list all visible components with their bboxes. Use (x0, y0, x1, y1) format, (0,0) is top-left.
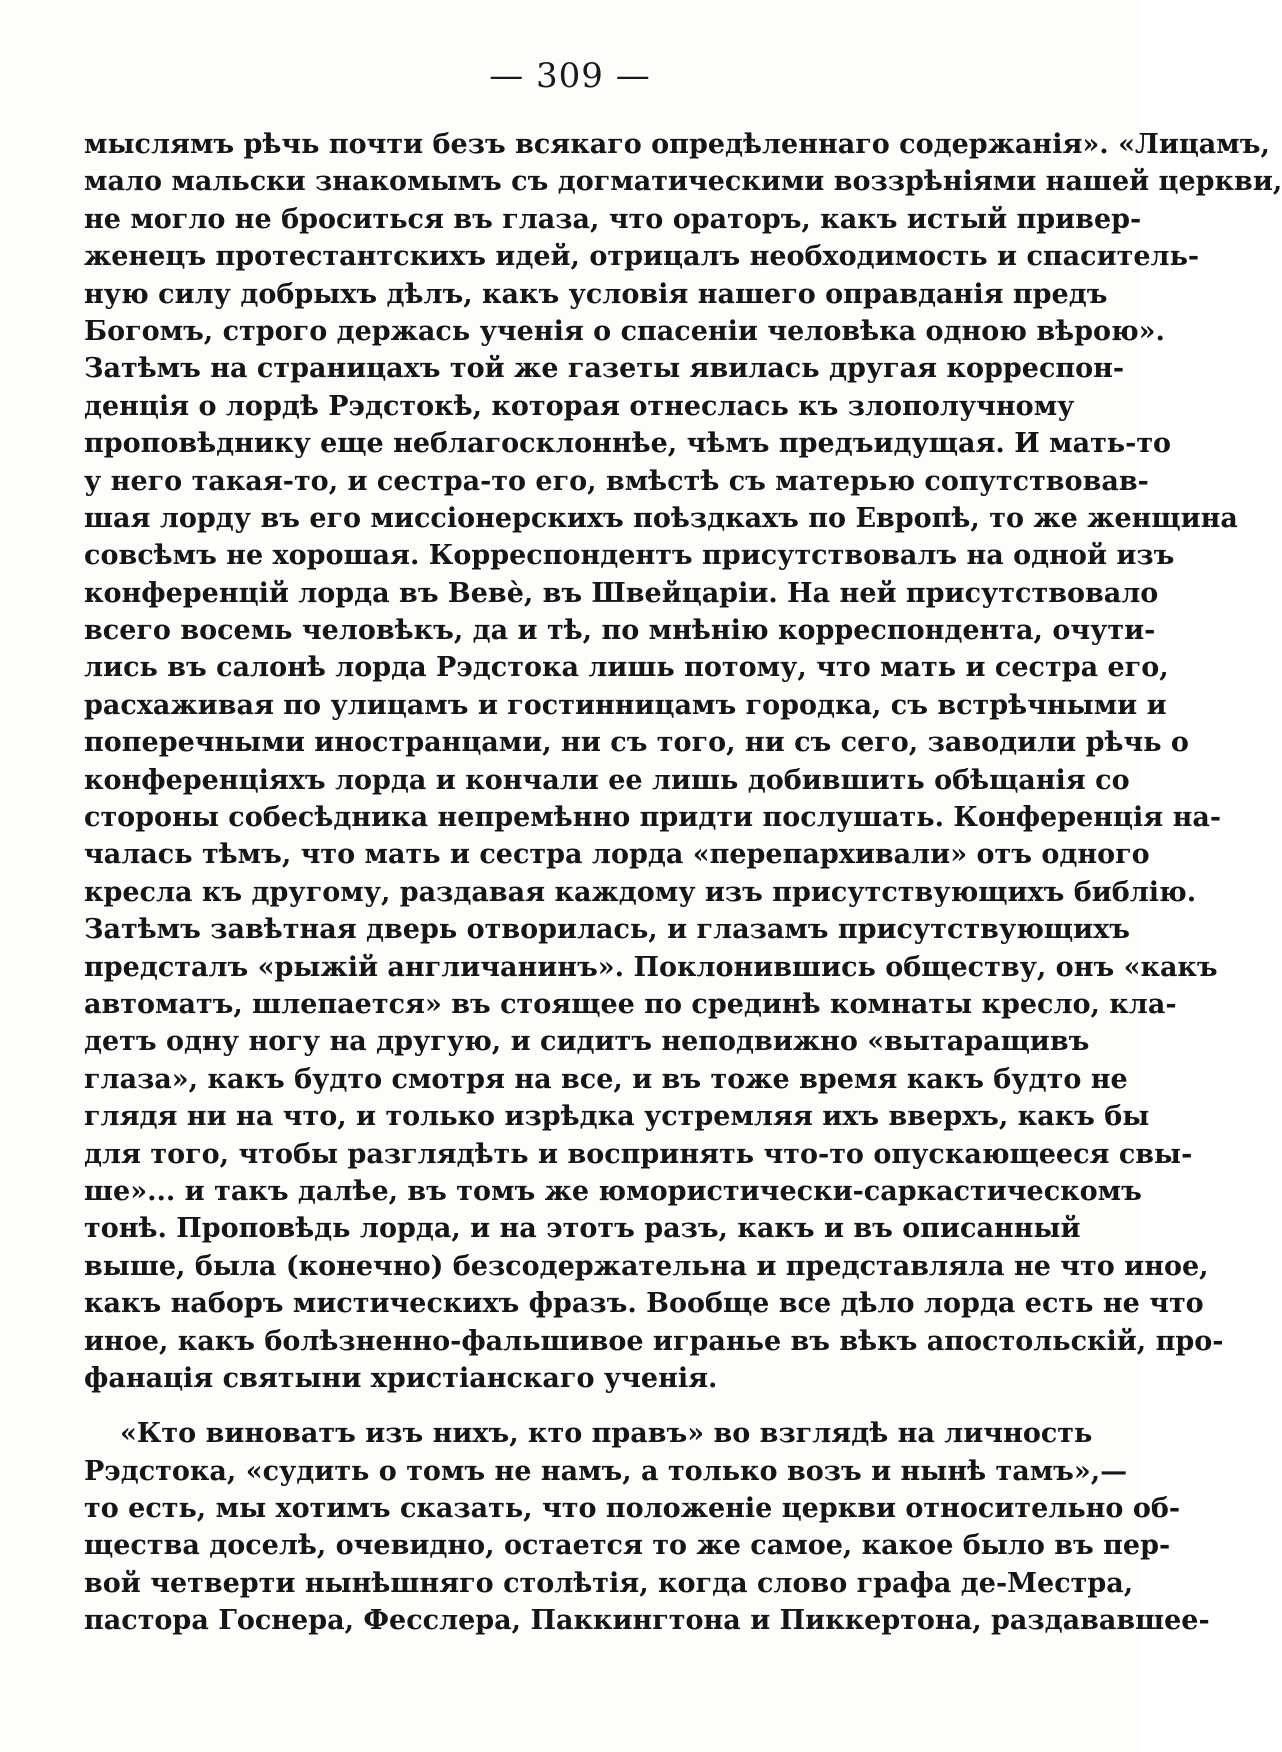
text-line: конференцій лорда въ Вевѐ, въ Швейцаріи. На ней присутствовало (84, 577, 1159, 609)
text-line: глаза», какъ будто смотря на все, и въ тоже время какъ будто не (84, 1063, 1128, 1095)
paragraph-gap (84, 1397, 1016, 1415)
page-number: — 309 — (489, 56, 651, 96)
text-line: иное, какъ болѣзненно-фальшивое игранье въ вѣкъ апостольскій, про- (84, 1325, 1224, 1357)
text-line: конференціяхъ лорда и кончали ее лишь добившить обѣщанія со (84, 764, 1130, 796)
text-line: женецъ протестантскихъ идей, отрицалъ необходимость и спаситель- (84, 241, 1200, 273)
paragraph-2 (84, 1415, 1210, 1639)
text-line: у него такая-то, и сестра-то его, вмѣстѣ съ матерью сопутствовав- (84, 465, 1149, 497)
text-line: расхаживая по улицамъ и гостинницамъ городка, съ встрѣчными и (84, 689, 1167, 721)
text-line: Затѣмъ на страницахъ той же газеты явилась другая корреспон- (84, 353, 1125, 385)
text-line: чалась тѣмъ, что мать и сестра лорда «перепархивали» отъ одного (84, 839, 1150, 871)
text-line: предсталъ «рыжій англичанинъ». Поклонившись обществу, онъ «какъ (84, 951, 1218, 983)
text-line: пастора Госнера, Фесслера, Паккингтона и Пиккертона, раздававшее- (84, 1605, 1210, 1637)
text-line: детъ одну ногу на другую, и сидитъ неподвижно «вытаращивъ (84, 1026, 1090, 1058)
paragraph-1 (84, 126, 1282, 1397)
text-line: автоматъ, шлепается» въ стоящее по срединѣ комнаты кресло, кла- (84, 988, 1177, 1020)
text-line: вой четверти нынѣшняго столѣтія, когда слово графа де-Местра, (84, 1567, 1134, 1599)
text-line: Богомъ, строго держась ученія о спасеніи человѣка одною вѣрою». (84, 315, 1165, 347)
text-line: шая лорду въ его миссіонерскихъ поѣздкахъ по Европѣ, то же женщина (84, 502, 1238, 534)
text-line: Рэдстока, «судить о томъ не намъ, а только возъ и нынѣ тамъ»,— (84, 1455, 1128, 1487)
text-line: стороны собесѣдника непремѣнно придти послушать. Конференція на- (84, 802, 1222, 834)
text-line: тонѣ. Проповѣдь лорда, и на этотъ разъ, какъ и въ описанный (84, 1213, 1081, 1245)
text-line: выше, была (конечно) безсодержательна и представляла не что иное, (84, 1250, 1209, 1282)
text-line: мыслямъ рѣчь почти безъ всякаго опредѣленнаго содержанія». «Лицамъ, (84, 129, 1270, 160)
text-line: поперечными иностранцами, ни съ того, ни съ сего, заводили рѣчь о (84, 727, 1189, 759)
text-line: не могло не броситься въ глаза, что ораторъ, какъ истый привер- (84, 203, 1142, 235)
text-line: кресла къ другому, раздавая каждому изъ присутствующихъ библію. (84, 876, 1197, 908)
text-line: мало мальски знакомымъ съ догматическими воззрѣніями нашей церкви, (84, 166, 1282, 198)
text-line: для того, чтобы разглядѣть и воспринять что-то опускающееся свы- (84, 1138, 1193, 1170)
text-line: совсѣмъ не хорошая. Корреспондентъ присутствовалъ на одной изъ (84, 540, 1175, 572)
text-body (84, 126, 1282, 1640)
text-line: щества доселѣ, очевидно, остается то же самое, какое было въ пер- (84, 1530, 1171, 1562)
text-line: лись въ салонѣ лорда Рэдстока лишь потому, что мать и сестра его, (84, 652, 1169, 684)
text-line: глядя ни на что, и только изрѣдка устремляя ихъ вверхъ, какъ бы (84, 1101, 1150, 1133)
text-line: ше»... и такъ далѣе, въ томъ же юмористически-саркастическомъ (84, 1175, 1142, 1207)
text-line: Затѣмъ завѣтная дверь отворилась, и глазамъ присутствующихъ (84, 914, 1130, 946)
text-line: фанація святыни христіанскаго ученія. (84, 1362, 718, 1394)
text-line: проповѣднику еще неблагосклоннѣе, чѣмъ предъидущая. И мать-то (84, 428, 1172, 460)
text-line: какъ наборъ мистическихъ фразъ. Вообще все дѣло лорда есть не что (84, 1288, 1204, 1320)
text-line: всего восемь человѣкъ, да и тѣ, по мнѣнію корреспондента, очути- (84, 615, 1156, 647)
text-line: ную силу добрыхъ дѣлъ, какъ условія нашего оправданія предъ (84, 278, 1108, 310)
text-line: «Кто виноватъ изъ нихъ, кто правъ» во взглядѣ на личность (120, 1418, 1093, 1450)
text-line: денція о лордѣ Рэдстокѣ, которая отнеслась къ злополучному (84, 390, 1075, 422)
text-line: то есть, мы хотимъ сказать, что положеніе церкви относительно об- (84, 1493, 1181, 1525)
